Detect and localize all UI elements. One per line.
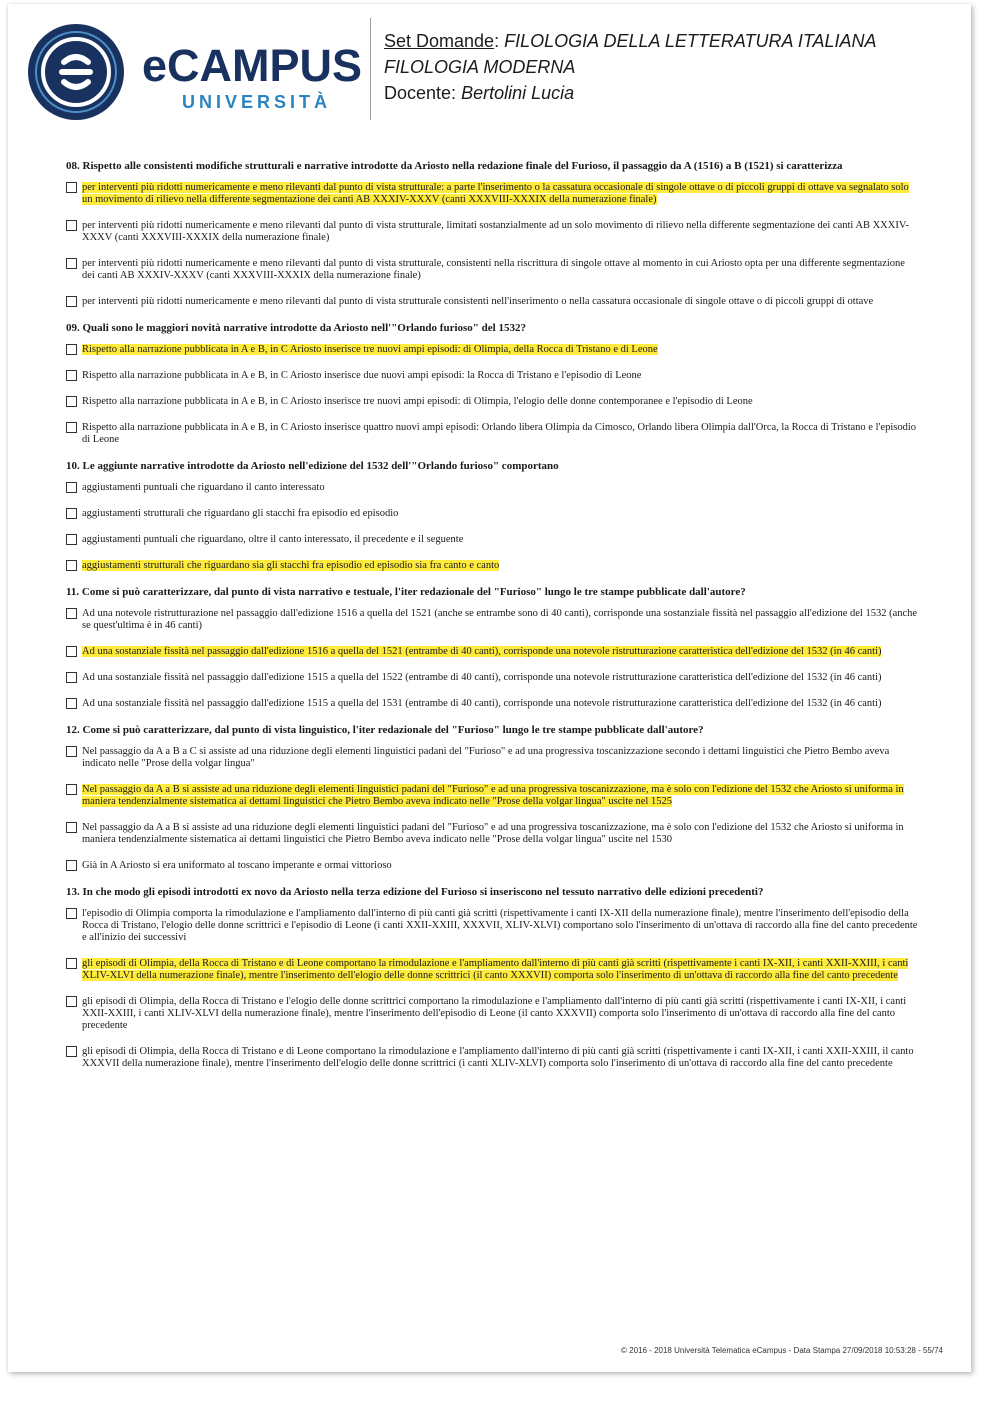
answer-text: Ad una sostanziale fissità nel passaggio dall'edizione 1515 a quella del 1531 (entrambe di 40 canti), corrisponde una notevole ristrutturazione caratteristica dell'edizione del 1532 (in 46 canti): [82, 698, 882, 709]
answer-text: per interventi più ridotti numericamente e meno rilevanti dal punto di vista strutturale, consistenti nella riscrittura di singole ottave al momento in cui Ariosto opta per una differente segmentazione dei canti AB XXXIV-XXXV (canti XXXVIII-XXXIX della numerazione finale): [82, 258, 905, 281]
header-info: [384, 28, 877, 106]
header-line-set: Set Domande: FILOLOGIA DELLA LETTERATURA ITALIANA: [384, 31, 877, 51]
question-block: [66, 460, 918, 572]
answer-option[interactable]: [66, 560, 918, 572]
answer-option[interactable]: [66, 1046, 918, 1070]
question-title: 10. Le aggiunte narrative introdotte da Ariosto nell'edizione del 1532 dell'"Orlando furioso" comportano: [66, 460, 559, 472]
answer-text: gli episodi di Olimpia, della Rocca di Tristano e di Leone comportano la rimodulazione e l'ampliamento dall'interno di più canti già scritti (rispettivamente i canti IX-XII, i canti XXII-XXIII, i canti XLIV-XLVI della numerazione finale), mentre l'inserimento dell'elogio delle donne scrittrici (il canto XXXVII) comporta solo l'inserimento di un'ottava di raccordo alla fine del canto precedente: [82, 958, 909, 981]
answer-option[interactable]: [66, 422, 918, 446]
answer-checkbox[interactable]: [66, 534, 77, 545]
answer-text: Rispetto alla narrazione pubblicata in A e B, in C Ariosto inserisce tre nuovi ampi episodi: di Olimpia, l'elogio delle donne contemporanee e l'episodio di Leone: [82, 396, 753, 407]
question-block: [66, 586, 918, 710]
answer-option[interactable]: [66, 534, 918, 546]
answer-checkbox[interactable]: [66, 958, 77, 969]
answer-checkbox[interactable]: [66, 258, 77, 269]
teacher-label: Docente:: [384, 83, 457, 103]
answer-checkbox[interactable]: [66, 220, 77, 231]
answer-text: aggiustamenti strutturali che riguardano gli stacchi fra episodio ed episodio: [82, 508, 399, 519]
answer-checkbox[interactable]: [66, 860, 77, 871]
question-block: [66, 724, 918, 872]
answer-text: Ad una sostanziale fissità nel passaggio dall'edizione 1516 a quella del 1521 (entrambe di 40 canti), corrisponde una notevole ristrutturazione caratteristica dell'edizione del 1532 (in 46 canti): [82, 646, 882, 657]
answer-text: gli episodi di Olimpia, della Rocca di Tristano e l'elogio delle donne scrittrici comportano la rimodulazione e l'ampliamento dall'interno di più canti già scritti (rispettivamente i canti IX-XII, i canti XXII-XXIII, i canti XLIV-XLVI della numerazione finale), mentre l'inserimento dell'episodio di Leone (il canto XXXVII) comporta solo l'inserimento di un'ottava di raccordo alla fine del canto precedente: [82, 996, 907, 1031]
set-title: FILOLOGIA DELLA LETTERATURA ITALIANA: [504, 31, 877, 51]
question-block: [66, 160, 918, 308]
answer-checkbox[interactable]: [66, 344, 77, 355]
teacher-name: Bertolini Lucia: [461, 83, 575, 103]
question-title: 12. Come si può caratterizzare, dal punto di vista linguistico, l'iter redazionale del "Furioso" lungo le tre stampe pubblicate dall'autore?: [66, 724, 704, 736]
answer-text: l'episodio di Olimpia comporta la rimodulazione e l'ampliamento dall'interno di più canti già scritti (rispettivamente i canti IX-XII della numerazione finale), mentre l'inserimento dell'episodio della Rocca di Tristano, l'elogio delle donne scrittrici e l'episodio di Leone (i canti XXII-XXIII, XXXVII, XLIV-XLVI) comportano solo l'inserimento di un'ottava di raccordo alla fine del canto precedente e all'inizio dei successivi: [82, 908, 918, 943]
answer-option[interactable]: [66, 344, 918, 356]
answer-text: Nel passaggio da A a B si assiste ad una riduzione degli elementi linguistici padani del "Furioso" e ad una progressiva toscanizzazione, ma è solo con l'edizione del 1532 che Ariosto si uniforma in maniera tendenzialmente sistematica ai dettami linguistici che Pietro Bembo aveva indicato nelle "Prose della volgar lingua" uscite nel 1530: [82, 822, 904, 845]
answer-checkbox[interactable]: [66, 908, 77, 919]
answer-checkbox[interactable]: [66, 296, 77, 307]
answer-option[interactable]: [66, 860, 918, 872]
question-block: [66, 886, 918, 1070]
header-line-subject: [384, 54, 877, 80]
answer-checkbox[interactable]: [66, 608, 77, 619]
header-divider: [370, 18, 371, 120]
question-block: [66, 322, 918, 446]
answer-checkbox[interactable]: [66, 698, 77, 709]
answer-text: Rispetto alla narrazione pubblicata in A e B, in C Ariosto inserisce quattro nuovi ampi episodi: Orlando libera Olimpia da Cimosco, Orlando libera Olimpia dall'Orca, la Rocca di Tristano e l'episodio di Leone: [82, 422, 916, 445]
answer-text: gli episodi di Olimpia, della Rocca di Tristano e di Leone comportano la rimodulazione e l'ampliamento dall'interno di più canti già scritti (rispettivamente i canti IX-XII, i canti XXII-XXIII, il canto XXXVII della numerazione finale), mentre l'inserimento dell'elogio delle donne scrittrici (i canti XLIV-XLVI) comporta solo l'inserimento di un'ottava di raccordo alla fine del canto precedente: [82, 1046, 914, 1069]
document-page: [8, 4, 971, 1372]
answer-text: Già in A Ariosto si era uniformato al toscano imperante e ormai vittorioso: [82, 860, 392, 871]
answer-option[interactable]: [66, 672, 918, 684]
answer-checkbox[interactable]: [66, 482, 77, 493]
answer-option[interactable]: [66, 608, 918, 632]
answer-text: Ad una sostanziale fissità nel passaggio dall'edizione 1515 a quella del 1522 (entrambe di 40 canti), corrisponde una notevole ristrutturazione caratteristica dell'edizione del 1532 (in 46 canti): [82, 672, 882, 683]
ecampus-logo-icon: [26, 22, 126, 122]
answer-text: Nel passaggio da A a B si assiste ad una riduzione degli elementi linguistici padani del "Furioso" e ad una progressiva toscanizzazione, ma è solo con l'edizione del 1532 che Ariosto si uniforma in maniera tendenzialmente sistematica ai dettami linguistici che Pietro Bembo aveva indicato nelle "Prose della volgar lingua" uscite nel 1525: [82, 784, 904, 807]
answer-checkbox[interactable]: [66, 560, 77, 571]
answer-checkbox[interactable]: [66, 422, 77, 433]
answer-checkbox[interactable]: [66, 1046, 77, 1057]
answer-text: per interventi più ridotti numericamente e meno rilevanti dal punto di vista strutturale, limitati sostanzialmente ad un solo movimento di rilievo nella differente segmentazione dei canti AB XXXIV-XXXV (canti XXXVIII-XXXIX della numerazione finale): [82, 220, 909, 243]
answer-checkbox[interactable]: [66, 646, 77, 657]
answer-option[interactable]: [66, 396, 918, 408]
answer-option[interactable]: [66, 958, 918, 982]
logo-subtitle: UNIVERSITÀ: [182, 92, 332, 112]
answer-text: aggiustamenti puntuali che riguardano il canto interessato: [82, 482, 325, 493]
answer-option[interactable]: [66, 370, 918, 382]
question-title: 09. Quali sono le maggiori novità narrative introdotte da Ariosto nell'"Orlando furioso" del 1532?: [66, 322, 526, 334]
answer-option[interactable]: [66, 508, 918, 520]
answer-option[interactable]: [66, 258, 918, 282]
subject: FILOLOGIA MODERNA: [384, 57, 576, 77]
answer-option[interactable]: [66, 482, 918, 494]
answer-text: Rispetto alla narrazione pubblicata in A e B, in C Ariosto inserisce due nuovi ampi episodi: la Rocca di Tristano e l'episodio di Leone: [82, 370, 642, 381]
answer-checkbox[interactable]: [66, 996, 77, 1007]
answer-checkbox[interactable]: [66, 508, 77, 519]
answer-option[interactable]: [66, 996, 918, 1032]
answer-text: Ad una notevole ristrutturazione nel passaggio dall'edizione 1516 a quella del 1521 (anche se entrambe sono di 40 canti), corrisponde una sostanziale fissità nel passaggio all'edizione del 1532 (anche se quest'ultima è in 46 canti): [82, 608, 918, 631]
question-list: [66, 160, 918, 1084]
answer-checkbox[interactable]: [66, 672, 77, 683]
answer-text: per interventi più ridotti numericamente e meno rilevanti dal punto di vista strutturale consistenti nell'inserimento o nella cassatura occasionale di singole ottave o di piccoli gruppi di ottave: [82, 296, 874, 307]
answer-text: per interventi più ridotti numericamente e meno rilevanti dal punto di vista strutturale: a parte l'inserimento o la cassatura occasionale di singole ottave o di piccoli gruppi di ottave va segnalato solo un movimento di rilievo nella differente segmentazione dei canti AB XXXIV-XXXV (canti XXXVIII-XXXIX della numerazione finale): [82, 182, 909, 205]
header-line-teacher: [384, 80, 877, 106]
answer-checkbox[interactable]: [66, 370, 77, 381]
set-label: Set Domande: [384, 31, 495, 51]
answer-option[interactable]: [66, 698, 918, 710]
question-title: 11. Come si può caratterizzare, dal punto di vista narrativo e testuale, l'iter redazionale del "Furioso" lungo le tre stampe pubblicate dall'autore?: [66, 586, 746, 598]
question-title: 08. Rispetto alle consistenti modifiche strutturali e narrative introdotte da Ariosto nella redazione finale del Furioso, il passaggio da A (1516) a B (1521) si caratterizza: [66, 160, 843, 172]
answer-text: Rispetto alla narrazione pubblicata in A e B, in C Ariosto inserisce tre nuovi ampi episodi: di Olimpia, della Rocca di Tristano e di Leone: [82, 344, 658, 355]
answer-checkbox[interactable]: [66, 822, 77, 833]
answer-option[interactable]: [66, 220, 918, 244]
answer-checkbox[interactable]: [66, 396, 77, 407]
answer-text: Nel passaggio da A a B a C si assiste ad una riduzione degli elementi linguistici padani del "Furioso" e ad una progressiva toscanizzazione secondo i dettami linguistici che Pietro Bembo aveva indicato nelle "Prose della volgar lingua": [82, 746, 890, 769]
footer-text: © 2016 - 2018 Università Telematica eCampus - Data Stampa 27/09/2018 10:53:28 - 55/74: [621, 1346, 943, 1355]
logo-wordmark: eCAMPUS: [142, 40, 363, 91]
answer-text: aggiustamenti puntuali che riguardano, oltre il canto interessato, il precedente e il seguente: [82, 534, 464, 545]
answer-option[interactable]: [66, 646, 918, 658]
answer-option[interactable]: [66, 908, 918, 944]
answer-option[interactable]: [66, 296, 918, 308]
answer-checkbox[interactable]: [66, 746, 77, 757]
answer-checkbox[interactable]: [66, 784, 77, 795]
question-title: 13. In che modo gli episodi introdotti ex novo da Ariosto nella terza edizione del Furioso si inseriscono nel tessuto narrativo delle edizioni precedenti?: [66, 886, 764, 898]
answer-option[interactable]: [66, 822, 918, 846]
answer-text: aggiustamenti strutturali che riguardano sia gli stacchi fra episodio ed episodio sia fra canto e canto: [82, 560, 500, 571]
answer-option[interactable]: [66, 784, 918, 808]
answer-option[interactable]: [66, 746, 918, 770]
answer-checkbox[interactable]: [66, 182, 77, 193]
answer-option[interactable]: [66, 182, 918, 206]
